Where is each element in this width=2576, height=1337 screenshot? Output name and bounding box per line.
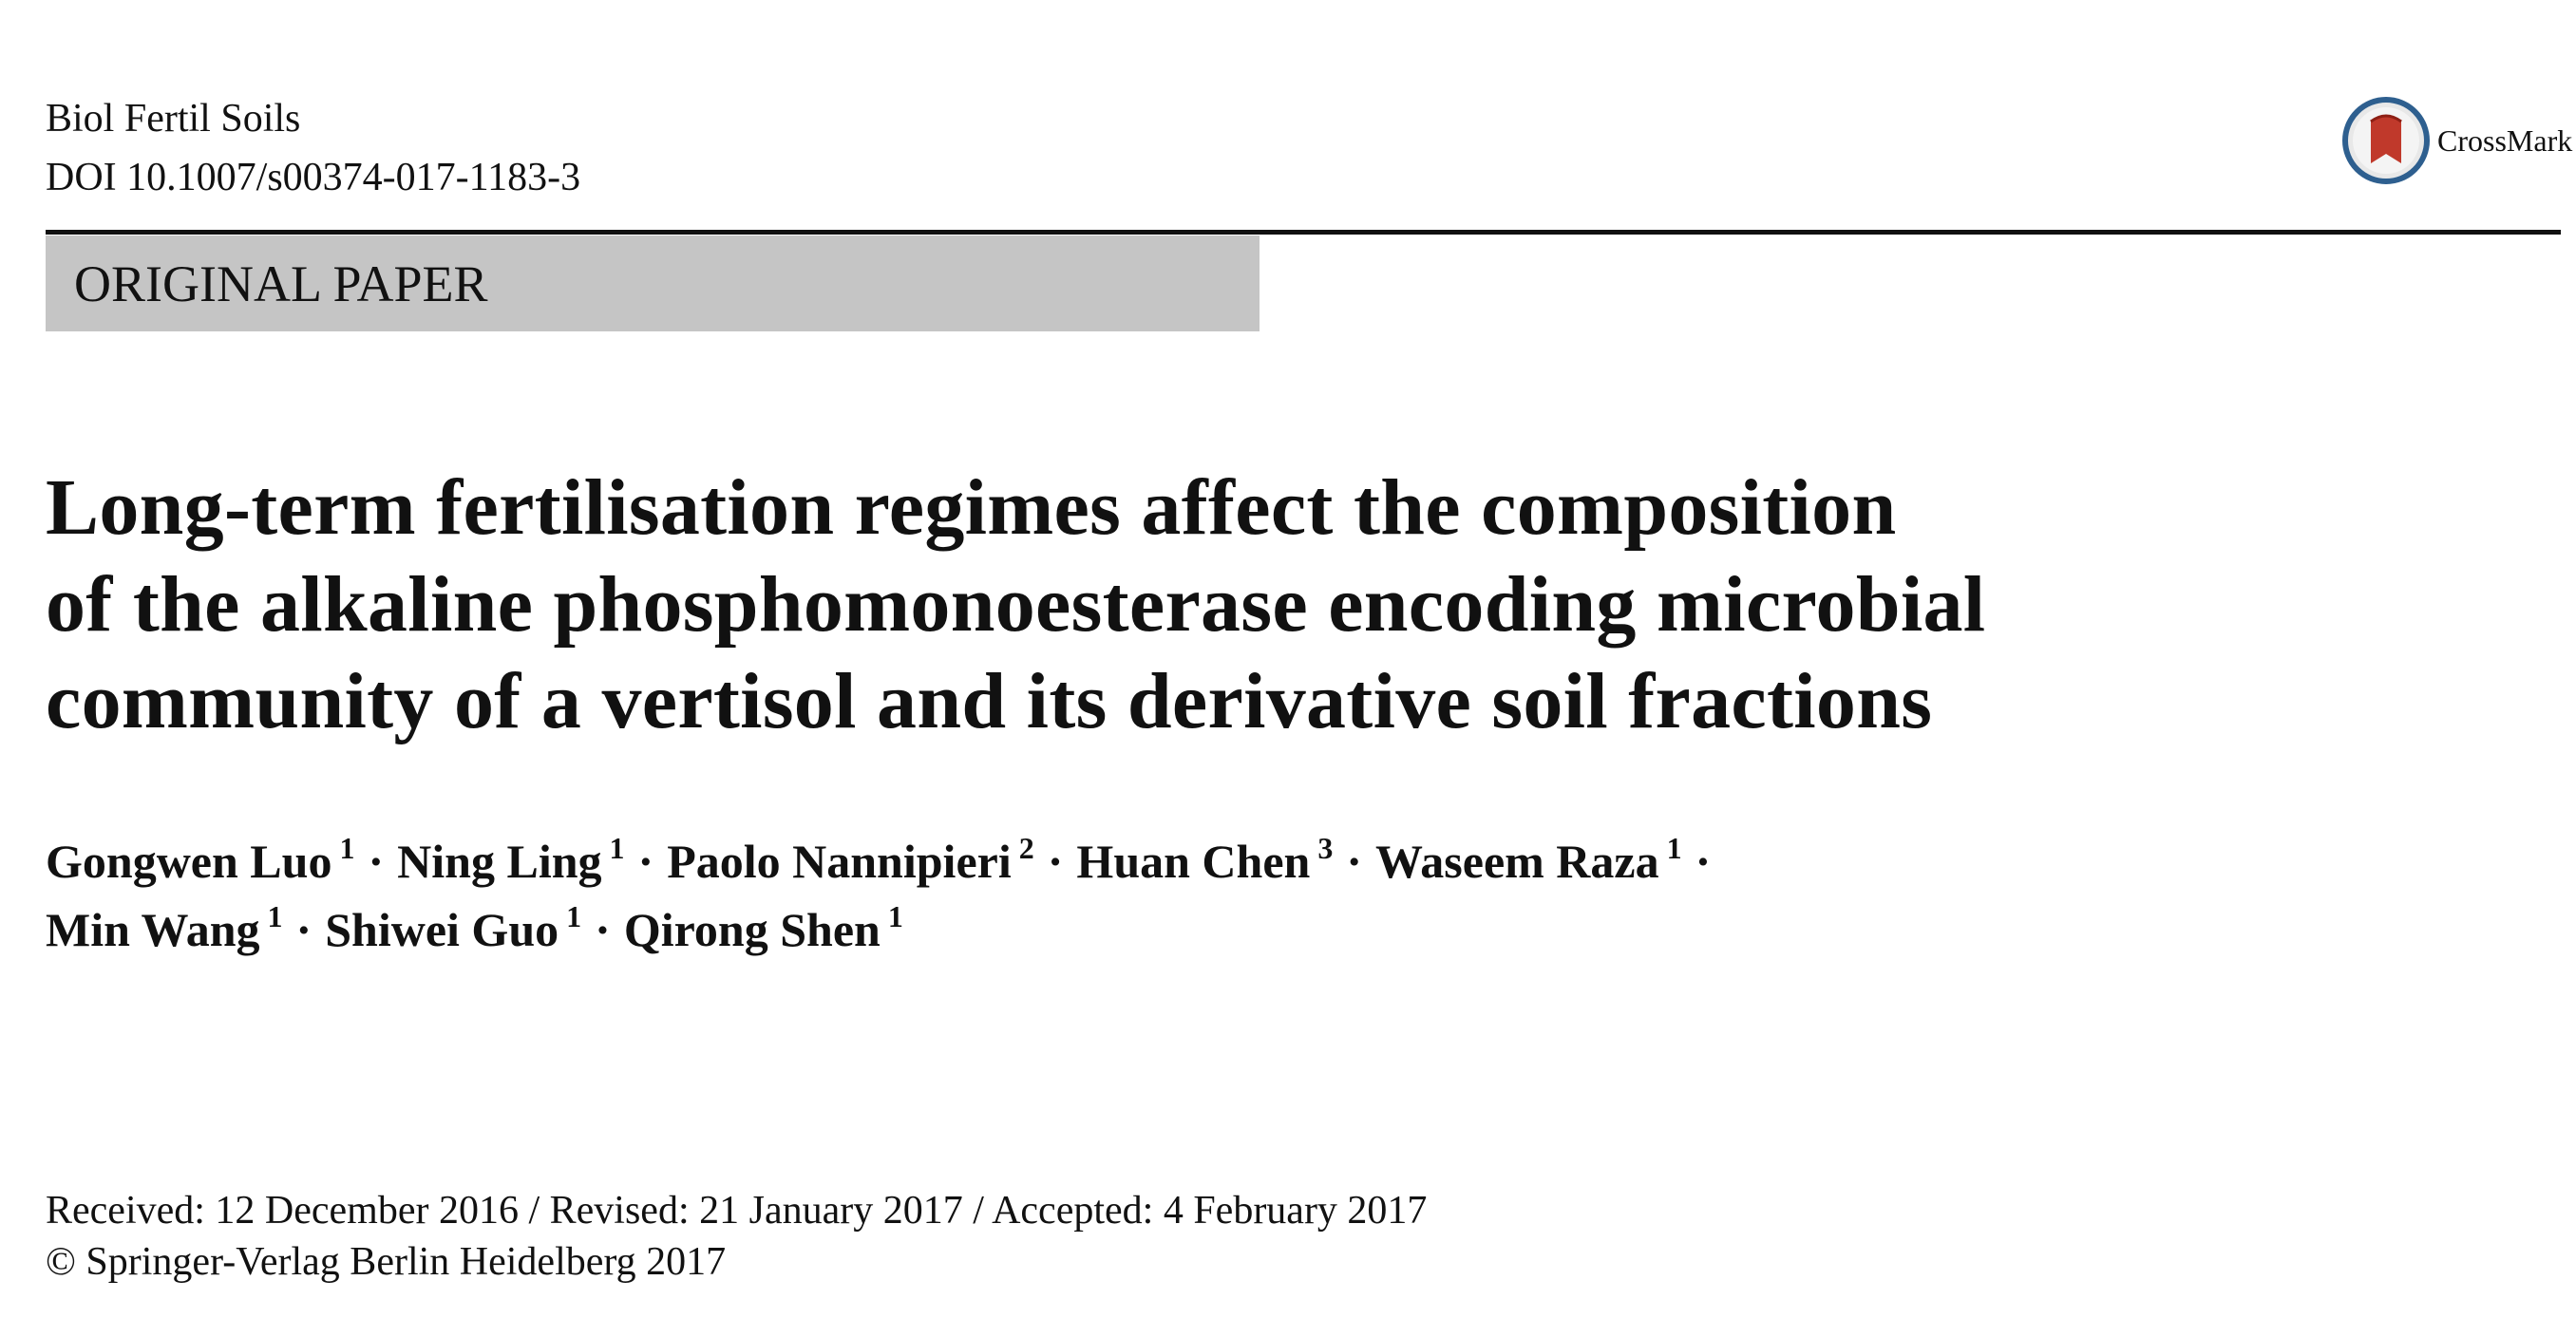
author-line (46, 898, 1724, 967)
journal-header (46, 89, 580, 207)
publication-dates: Received: 12 December 2016 / Revised: 21 January 2017 / Accepted: 4 February 2017 (46, 1189, 1428, 1233)
author-name: Waseem Raza (1375, 835, 1659, 888)
author-name: Shiwei Guo (325, 903, 559, 956)
doi[interactable]: DOI 10.1007/s00374-017-1183-3 (46, 156, 581, 199)
author-separator: · (295, 903, 313, 956)
author[interactable] (623, 899, 903, 956)
journal-name: Biol Fertil Soils (46, 97, 301, 141)
author-list (46, 830, 1724, 967)
author-separator: · (1047, 835, 1064, 888)
crossmark-badge[interactable] (2342, 97, 2572, 184)
author[interactable] (1076, 831, 1334, 888)
title-line: Long-term fertilisation regimes affect the composition (46, 463, 1897, 552)
author[interactable] (325, 899, 582, 956)
author-name: Min Wang (46, 903, 260, 956)
copyright-notice: © Springer-Verlag Berlin Heidelberg 2017 (46, 1240, 727, 1284)
crossmark-label: CrossMark (2437, 122, 2573, 158)
header-rule (46, 230, 2561, 235)
affiliation-marker: 2 (1018, 831, 1034, 865)
author[interactable] (46, 831, 355, 888)
article-type-label: ORIGINAL PAPER (74, 254, 488, 312)
author[interactable] (46, 899, 283, 956)
affiliation-marker: 1 (566, 899, 582, 933)
article-type-banner (46, 235, 1260, 331)
author[interactable] (1375, 831, 1682, 888)
author-separator: · (1695, 835, 1712, 888)
author-separator: · (368, 835, 385, 888)
crossmark-icon (2342, 97, 2430, 184)
author-line (46, 830, 1724, 898)
author-separator: · (637, 835, 654, 888)
author-name: Huan Chen (1076, 835, 1311, 888)
title-line: community of a vertisol and its derivative soil fractions (46, 657, 1933, 745)
author-name: Gongwen Luo (46, 835, 332, 888)
affiliation-marker: 1 (887, 899, 903, 933)
affiliation-marker: 1 (609, 831, 625, 865)
author[interactable] (667, 831, 1034, 888)
affiliation-marker: 1 (267, 899, 283, 933)
author-name: Paolo Nannipieri (667, 835, 1012, 888)
affiliation-marker: 3 (1317, 831, 1334, 865)
affiliation-marker: 1 (1666, 831, 1682, 865)
author-separator: · (1346, 835, 1363, 888)
title-line: of the alkaline phosphomonoesterase encoding microbial (46, 560, 1986, 649)
author-name: Ning Ling (397, 835, 602, 888)
affiliation-marker: 1 (339, 831, 355, 865)
author-separator: · (595, 903, 611, 956)
author-name: Qirong Shen (623, 903, 881, 956)
paper-title (46, 460, 2325, 750)
author[interactable] (397, 831, 625, 888)
